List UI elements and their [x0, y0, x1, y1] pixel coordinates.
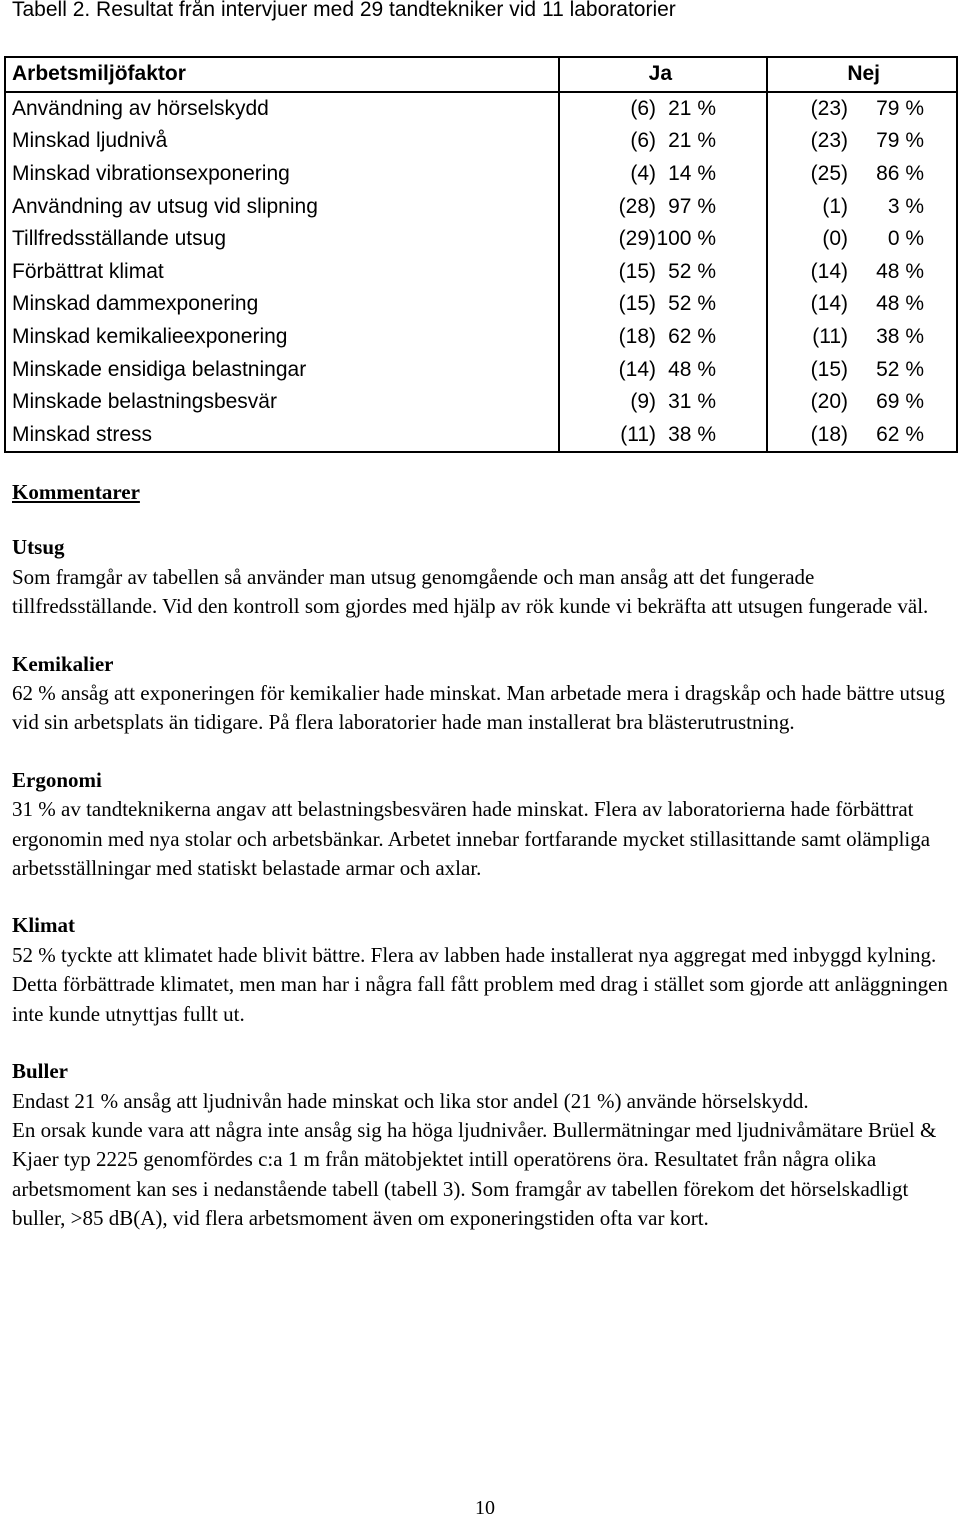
ja-count: (29) [618, 227, 656, 251]
nej-cell [767, 386, 957, 419]
nej-percent: 48 % [876, 259, 924, 283]
nej-percent: 48 % [876, 292, 924, 316]
nej-cell [767, 288, 957, 321]
comment-section [12, 1057, 952, 1233]
table-caption: Tabell 2. Resultat från intervjuer med 29 tandtekniker vid 11 laboratorier [12, 0, 676, 21]
factor-cell: Användning av hörselskydd [5, 92, 559, 126]
nej-count: (14) [810, 259, 848, 283]
nej-percent: 62 % [876, 422, 924, 446]
nej-percent: 79 % [876, 96, 924, 120]
ja-percent: 21 % [668, 96, 716, 120]
ja-count: (15) [618, 292, 656, 316]
nej-cell [767, 419, 957, 453]
ja-percent: 48 % [668, 357, 716, 381]
table-row [5, 158, 957, 191]
ja-percent: 62 % [668, 325, 716, 349]
nej-count: (18) [810, 422, 848, 446]
ja-cell [559, 321, 767, 354]
ja-cell [559, 158, 767, 191]
ja-percent: 14 % [668, 162, 716, 186]
ja-cell [559, 190, 767, 223]
nej-count: (11) [812, 325, 848, 349]
ja-percent: 97 % [668, 194, 716, 218]
factor-cell: Användning av utsug vid slipning [5, 190, 559, 223]
factor-cell: Minskad stress [5, 419, 559, 453]
ja-count: (6) [630, 96, 656, 120]
comment-section [12, 911, 952, 1029]
nej-percent: 0 % [887, 227, 924, 251]
header-nej: Nej [767, 57, 957, 92]
ja-percent: 52 % [668, 292, 716, 316]
table-row [5, 223, 957, 256]
section-paragraph: Endast 21 % ansåg att ljudnivån hade minskat och lika stor andel (21 %) använde hörselskydd. [12, 1088, 809, 1113]
nej-percent: 52 % [876, 357, 924, 381]
nej-percent: 69 % [876, 390, 924, 414]
ja-cell [559, 288, 767, 321]
table-row [5, 353, 957, 386]
results-table [4, 56, 958, 453]
ja-count: (28) [618, 194, 656, 218]
nej-cell [767, 321, 957, 354]
factor-cell: Minskade ensidiga belastningar [5, 353, 559, 386]
ja-cell [559, 353, 767, 386]
ja-cell [559, 223, 767, 256]
nej-cell [767, 125, 957, 158]
ja-cell [559, 256, 767, 289]
ja-cell [559, 419, 767, 453]
ja-count: (11) [620, 422, 656, 446]
nej-cell [767, 92, 957, 126]
ja-count: (18) [618, 325, 656, 349]
table-row [5, 92, 957, 126]
nej-cell [767, 223, 957, 256]
comment-section [12, 533, 952, 621]
factor-cell: Minskad ljudnivå [5, 125, 559, 158]
nej-count: (23) [810, 96, 848, 120]
header-ja: Ja [559, 57, 767, 92]
table-row [5, 288, 957, 321]
nej-count: (0) [822, 227, 848, 251]
section-paragraph: 31 % av tandteknikerna angav att belastningsbesvären hade minskat. Flera av laboratorierna hade förbättrat ergonomin med nya stolar och arbetsbänkar. Arbetet innebar fortfarande mycket stillasittande samt olämpliga arbetsställningar med statiskt belastade armar och axlar. [12, 797, 931, 881]
nej-percent: 79 % [876, 129, 924, 153]
factor-cell: Minskad vibrationsexponering [5, 158, 559, 191]
section-title: Kemikalier [12, 651, 114, 676]
nej-count: (15) [810, 357, 848, 381]
comment-section [12, 650, 952, 738]
nej-count: (1) [822, 194, 848, 218]
comment-section [12, 766, 952, 884]
section-paragraph: Som framgår av tabellen så använder man utsug genomgående och man ansåg att det fungerade tillfredsställande. Vid den kontroll som gjordes med hjälp av rök kunde vi bekräfta att utsugen fungerade väl. [12, 564, 929, 619]
nej-count: (14) [810, 292, 848, 316]
section-title: Utsug [12, 535, 65, 560]
factor-cell: Förbättrat klimat [5, 256, 559, 289]
ja-cell [559, 92, 767, 126]
ja-percent: 21 % [668, 129, 716, 153]
table-row [5, 190, 957, 223]
nej-percent: 3 % [887, 194, 924, 218]
factor-cell: Minskade belastningsbesvär [5, 386, 559, 419]
nej-cell [767, 158, 957, 191]
nej-count: (23) [810, 129, 848, 153]
factor-cell: Minskad kemikalieexponering [5, 321, 559, 354]
comments-section [12, 478, 952, 1262]
table-row [5, 321, 957, 354]
ja-count: (9) [630, 390, 656, 414]
table-row [5, 125, 957, 158]
comments-heading: Kommentarer [12, 480, 140, 504]
table-row [5, 419, 957, 453]
section-paragraph: En orsak kunde vara att några inte ansåg sig ha höga ljudnivåer. Bullermätningar med ljudnivåmätare Brüel & Kjaer typ 2225 genomfördes c:a 1 m från mätobjektet intill operatörens öra. Resultatet från några olika arbetsmoment kan ses i nedanstående tabell (tabell 3). Som framgår av tabellen förekom det hörselskadligt buller, >85 dB(A), vid flera arbetsmoment även om exponeringstiden ofta var kort. [12, 1117, 937, 1231]
section-title: Klimat [12, 913, 75, 938]
factor-cell: Minskad dammexponering [5, 288, 559, 321]
table-row [5, 256, 957, 289]
factor-cell: Tillfredsställande utsug [5, 223, 559, 256]
nej-cell [767, 190, 957, 223]
nej-percent: 38 % [876, 325, 924, 349]
section-title: Ergonomi [12, 767, 102, 792]
nej-cell [767, 256, 957, 289]
ja-count: (14) [618, 357, 656, 381]
ja-percent: 31 % [668, 390, 716, 414]
table-row [5, 386, 957, 419]
ja-count: (15) [618, 259, 656, 283]
ja-percent: 52 % [668, 259, 716, 283]
nej-percent: 86 % [876, 162, 924, 186]
table-header-row [5, 57, 957, 92]
nej-count: (25) [810, 162, 848, 186]
section-paragraph: 52 % tyckte att klimatet hade blivit bättre. Flera av labben hade installerat nya aggregat med inbyggd kylning. Detta förbättrade klimatet, men man har i några fall fått problem med drag i stället som gjorde att anläggningen inte kunde utnyttjas fullt ut. [12, 942, 948, 1026]
ja-percent: 38 % [668, 422, 716, 446]
ja-cell [559, 386, 767, 419]
nej-count: (20) [810, 390, 848, 414]
header-factor: Arbetsmiljöfaktor [5, 57, 559, 92]
ja-cell [559, 125, 767, 158]
section-paragraph: 62 % ansåg att exponeringen för kemikalier hade minskat. Man arbetade mera i dragskåp och hade bättre utsug vid sin arbetsplats än tidigare. På flera laboratorier hade man installerat bra blästerutrustning. [12, 681, 945, 735]
section-title: Buller [12, 1059, 68, 1084]
nej-cell [767, 353, 957, 386]
ja-count: (4) [630, 162, 656, 186]
ja-percent: 100 % [656, 227, 716, 251]
page-number: 10 [475, 1497, 495, 1519]
ja-count: (6) [630, 129, 656, 153]
